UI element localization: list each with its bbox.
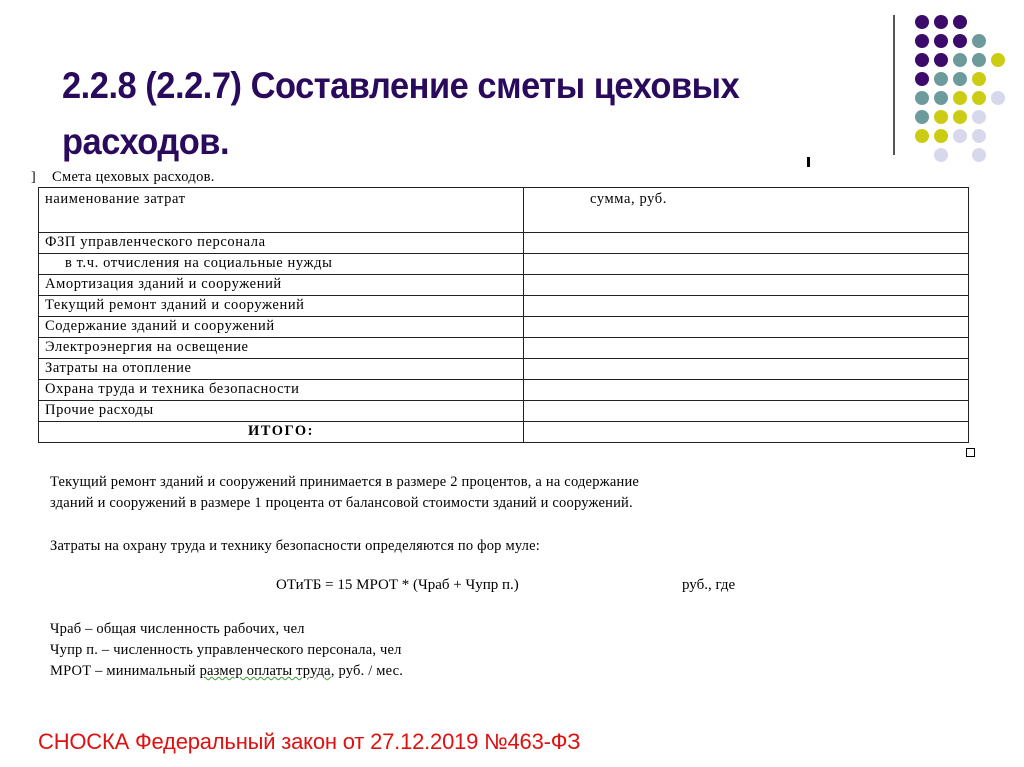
text-cursor <box>807 157 810 167</box>
table-row <box>39 401 969 422</box>
row-name: ФЗП управленческого персонала <box>39 233 524 254</box>
row-sum[interactable] <box>524 359 969 380</box>
total-label: ИТОГО: <box>39 422 524 443</box>
row-name: Охрана труда и техника безопасности <box>39 380 524 401</box>
table-resize-handle[interactable] <box>966 448 975 457</box>
decor-dot <box>934 72 948 86</box>
decor-dot <box>934 148 948 162</box>
decor-dot <box>972 91 986 105</box>
row-name: Амортизация зданий и сооружений <box>39 275 524 296</box>
decor-dot <box>934 34 948 48</box>
table-row <box>39 233 969 254</box>
row-name: Содержание зданий и сооружений <box>39 317 524 338</box>
decor-dot <box>915 34 929 48</box>
decor-dot <box>972 129 986 143</box>
table-header-row <box>39 188 969 233</box>
slide-title: 2.2.8 (2.2.7) Составление сметы цеховых расходов. <box>62 65 740 162</box>
total-sum[interactable] <box>524 422 969 443</box>
decor-dot <box>934 110 948 124</box>
paragraph-repair-line2: зданий и сооружений в размере 1 процента от балансовой стоимости зданий и сооружений. <box>50 495 633 511</box>
decor-dot <box>953 110 967 124</box>
table-row <box>39 380 969 401</box>
definition-managers: Чупр п. – численность управленческого персонала, чел <box>50 642 402 658</box>
table-row <box>39 254 969 275</box>
row-name: Прочие расходы <box>39 401 524 422</box>
table-caption: Смета цеховых расходов. <box>52 169 215 185</box>
definition-workers: Чраб – общая численность рабочих, чел <box>50 621 305 637</box>
decor-dot <box>991 53 1005 67</box>
row-name: Электроэнергия на освещение <box>39 338 524 359</box>
decor-dot <box>915 91 929 105</box>
formula-unit: руб., где <box>682 577 736 593</box>
decor-dot <box>915 110 929 124</box>
row-sum[interactable] <box>524 380 969 401</box>
decor-dot <box>972 110 986 124</box>
decor-dot <box>972 148 986 162</box>
decor-dot <box>972 34 986 48</box>
decor-dot <box>934 91 948 105</box>
decor-dot <box>953 15 967 29</box>
row-sum[interactable] <box>524 338 969 359</box>
anchor-bracket-icon: ] <box>31 170 36 185</box>
table-row <box>39 317 969 338</box>
decor-dot <box>953 53 967 67</box>
decor-dot <box>934 53 948 67</box>
row-name: Текущий ремонт зданий и сооружений <box>39 296 524 317</box>
decor-dot <box>915 15 929 29</box>
decor-dot <box>972 53 986 67</box>
header-sum: сумма, руб. <box>524 188 969 233</box>
row-sum[interactable] <box>524 275 969 296</box>
definition-mrot <box>50 661 403 682</box>
decor-dot <box>953 129 967 143</box>
row-sum[interactable] <box>524 254 969 275</box>
row-sum[interactable] <box>524 401 969 422</box>
row-sum[interactable] <box>524 233 969 254</box>
formula: ОТиТБ = 15 МРОТ * (Чраб + Чупр п.) <box>276 577 519 593</box>
cost-estimate-table <box>38 187 969 443</box>
decor-dot <box>953 72 967 86</box>
definition-mrot-pre: МРОТ – минимальный <box>50 663 200 679</box>
decor-dot <box>915 53 929 67</box>
paragraph-repair-line1: Текущий ремонт зданий и сооружений принимается в размере 2 процентов, а на содержание <box>50 474 640 490</box>
row-name: в т.ч. отчисления на социальные нужды <box>39 254 524 275</box>
decor-dot <box>972 72 986 86</box>
decor-dot <box>915 72 929 86</box>
decor-dot <box>953 34 967 48</box>
row-sum[interactable] <box>524 296 969 317</box>
table-row <box>39 296 969 317</box>
row-sum[interactable] <box>524 317 969 338</box>
paragraph-safety-intro: Затраты на охрану труда и технику безопасности определяются по фор муле: <box>50 538 540 554</box>
table-row <box>39 359 969 380</box>
decor-dot <box>934 129 948 143</box>
row-name: Затраты на отопление <box>39 359 524 380</box>
footnote: СНОСКА Федеральный закон от 27.12.2019 №463-ФЗ <box>38 729 581 754</box>
header-cost-name: наименование затрат <box>39 188 524 233</box>
decor-dot <box>915 129 929 143</box>
decor-divider <box>893 15 895 155</box>
decor-dot <box>991 91 1005 105</box>
table-row <box>39 275 969 296</box>
definition-mrot-post: , руб. / мес. <box>330 663 404 679</box>
table-row <box>39 338 969 359</box>
decor-dot <box>953 91 967 105</box>
decor-dot <box>934 15 948 29</box>
table-total-row <box>39 422 969 443</box>
spellcheck-flagged-text: размер оплаты труда <box>199 663 331 679</box>
